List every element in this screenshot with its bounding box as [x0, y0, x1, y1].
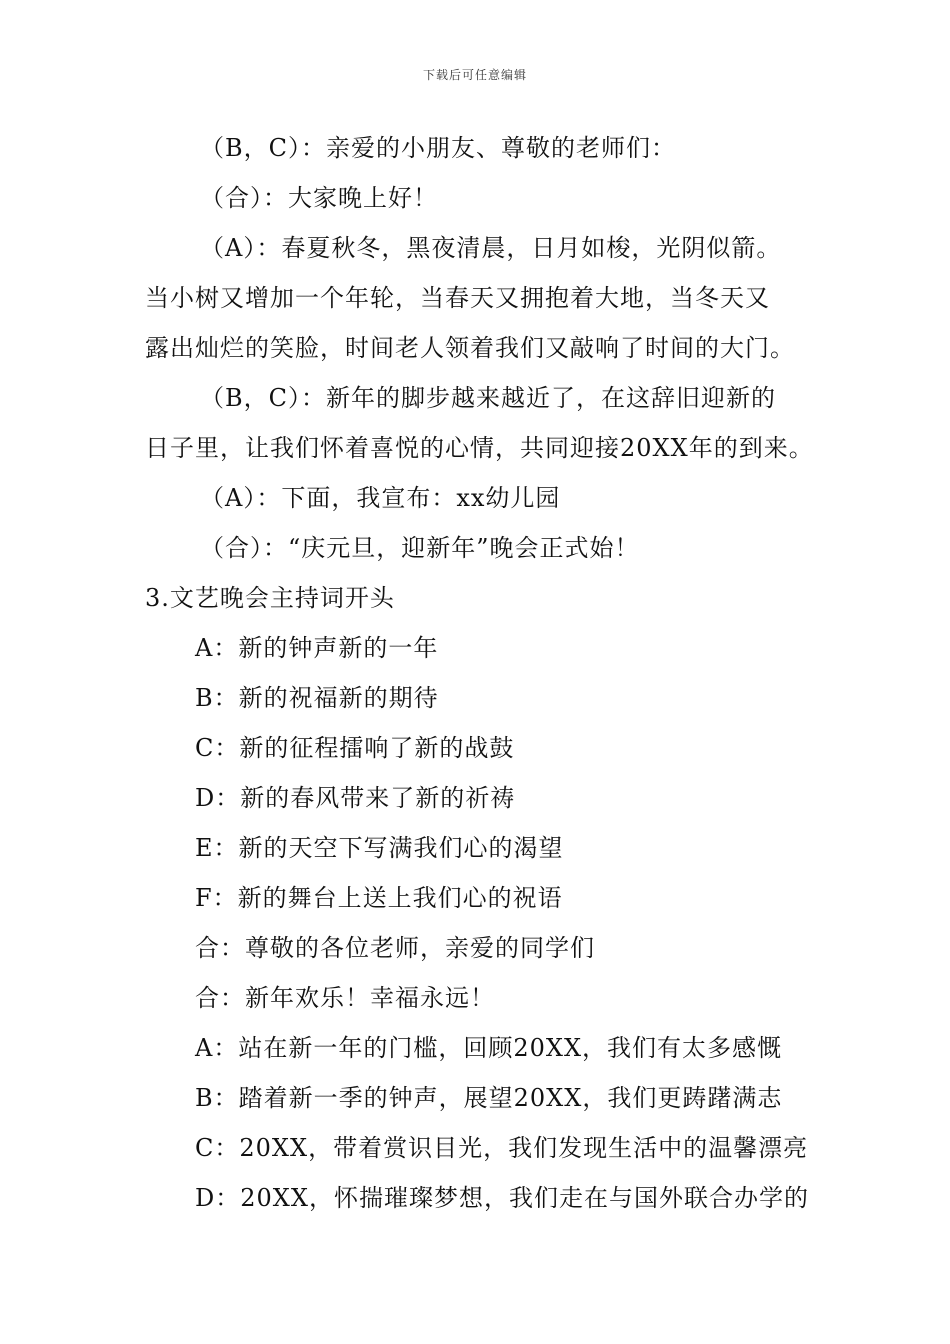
paragraph-line: 当小树又增加一个年轮，当春天又拥抱着大地，当冬天又	[145, 284, 770, 312]
paragraph-line: （A）：下面，我宣布：xx幼儿园	[200, 484, 561, 512]
script-line: A：新的钟声新的一年	[195, 634, 439, 662]
script-line: E：新的天空下写满我们心的渴望	[195, 834, 564, 862]
script-line: A：站在新一年的门槛，回顾20XX，我们有太多感慨	[195, 1034, 783, 1062]
script-line: C：20XX，带着赏识目光，我们发现生活中的温馨漂亮	[195, 1134, 809, 1162]
section-heading: 3.文艺晚会主持词开头	[145, 584, 395, 612]
paragraph-line: 日子里，让我们怀着喜悦的心情，共同迎接20XX年的到来。	[145, 434, 814, 462]
paragraph-line: （B，C）：新年的脚步越来越近了，在这辞旧迎新的	[200, 384, 776, 412]
paragraph-line: （A）：春夏秋冬，黑夜清晨，日月如梭，光阴似箭。	[200, 234, 782, 262]
script-line: 合：尊敬的各位老师，亲爱的同学们	[195, 934, 595, 962]
script-line: C：新的征程擂响了新的战鼓	[195, 734, 515, 762]
paragraph-line: 露出灿烂的笑脸，时间老人领着我们又敲响了时间的大门。	[145, 334, 795, 362]
script-line: B：新的祝福新的期待	[195, 684, 439, 712]
page-header: 下载后可任意编辑	[422, 68, 527, 82]
paragraph-line: （合）：“庆元旦，迎新年”晚会正式始！	[200, 534, 640, 562]
paragraph-line: （B，C）：亲爱的小朋友、尊敬的老师们：	[200, 134, 676, 162]
paragraph-line: （合）：大家晚上好！	[200, 184, 438, 212]
script-line: D：20XX，怀揣璀璨梦想，我们走在与国外联合办学的	[195, 1184, 809, 1212]
script-line: F：新的舞台上送上我们心的祝语	[195, 884, 563, 912]
script-line: B：踏着新一季的钟声，展望20XX，我们更踌躇满志	[195, 1084, 783, 1112]
script-line: 合：新年欢乐！幸福永远！	[195, 984, 495, 1012]
script-line: D：新的春风带来了新的祈祷	[195, 784, 516, 812]
